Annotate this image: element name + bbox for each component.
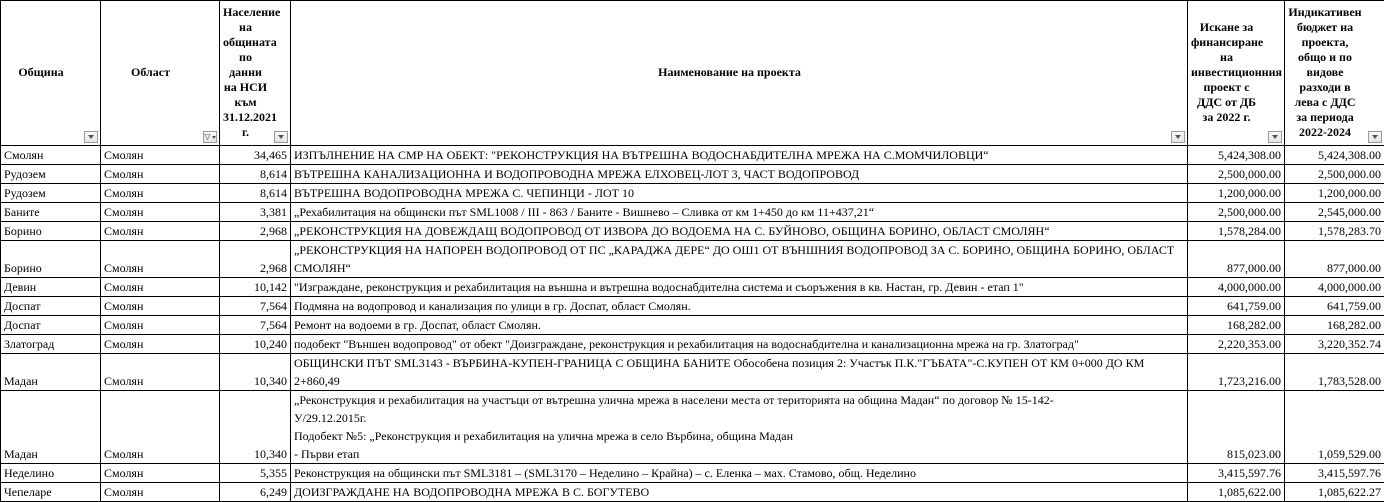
cell-project[interactable]: ИЗПЪЛНЕНИЕ НА СМР НА ОБЕКТ: "РЕКОНСТРУКЦИЯ НА ВЪТРЕШНА ВОДОСНАБДИТЕЛНА МРЕЖА НА С.МОМЧИЛОВЦИ“ — [291, 146, 1188, 165]
cell-population[interactable]: 10,142 — [220, 278, 291, 297]
cell-population[interactable]: 7,564 — [220, 297, 291, 316]
cell-municipality[interactable]: Смолян — [1, 146, 101, 165]
cell-request[interactable]: 4,000,000.00 — [1188, 278, 1285, 297]
table-row — [1, 184, 1384, 203]
cell-budget[interactable]: 1,085,622.27 — [1285, 483, 1384, 502]
project-line: У/29.12.2015г. — [294, 409, 1184, 427]
cell-region[interactable]: Смолян — [101, 278, 220, 297]
header-budget — [1285, 1, 1384, 146]
cell-municipality[interactable]: Мадан — [1, 391, 101, 464]
cell-region[interactable]: Смолян — [101, 483, 220, 502]
table-row — [1, 316, 1384, 335]
table-row — [1, 203, 1384, 222]
cell-region[interactable]: Смолян — [101, 165, 220, 184]
table-row — [1, 165, 1384, 184]
cell-region[interactable]: Смолян — [101, 203, 220, 222]
cell-region[interactable]: Смолян — [101, 241, 220, 278]
filter-active-icon[interactable]: ▽ — [203, 131, 217, 143]
cell-municipality[interactable]: Борино — [1, 222, 101, 241]
cell-budget[interactable]: 1,578,283.70 — [1285, 222, 1384, 241]
cell-request[interactable]: 815,023.00 — [1188, 391, 1285, 464]
cell-population[interactable]: 2,968 — [220, 241, 291, 278]
cell-request[interactable]: 168,282.00 — [1188, 316, 1285, 335]
cell-region[interactable]: Смолян — [101, 464, 220, 483]
cell-budget[interactable]: 5,424,308.00 — [1285, 146, 1384, 165]
header-population — [220, 1, 291, 146]
table-row — [1, 222, 1384, 241]
header-project — [291, 1, 1188, 146]
table-row — [1, 278, 1384, 297]
filter-dropdown-icon[interactable] — [274, 131, 288, 143]
header-request-label: Искане за финансиране на инвестиционния проект с ДДС от ДБ за 2022 г. — [1191, 20, 1282, 124]
cell-request[interactable]: 1,085,622.00 — [1188, 483, 1285, 502]
cell-project[interactable]: „РЕКОНСТРУКЦИЯ НА ДОВЕЖДАЩ ВОДОПРОВОД ОТ ИЗВОРА ДО ВОДОЕМА НА С. БУЙНОВО, ОБЩИНА БОРИНО, ОБЛАСТ СМОЛЯН“ — [291, 222, 1188, 241]
cell-municipality[interactable]: Златоград — [1, 335, 101, 354]
cell-region[interactable]: Смолян — [101, 316, 220, 335]
cell-budget[interactable]: 3,415,597.76 — [1285, 464, 1384, 483]
filter-dropdown-icon[interactable] — [1171, 131, 1185, 143]
cell-municipality[interactable]: Мадан — [1, 354, 101, 391]
cell-population[interactable]: 34,465 — [220, 146, 291, 165]
table-row — [1, 297, 1384, 316]
header-project-label: Наименование на проекта — [658, 65, 801, 79]
cell-population[interactable]: 2,968 — [220, 222, 291, 241]
cell-budget[interactable]: 1,783,528.00 — [1285, 354, 1384, 391]
cell-request[interactable]: 2,500,000.00 — [1188, 165, 1285, 184]
cell-request[interactable]: 1,723,216.00 — [1188, 354, 1285, 391]
cell-project[interactable]: "Изграждане, реконструкция и рехабилитация на външна и вътрешна водоснабдителна система и съоръжения в кв. Настан, гр. Девин - етап 1" — [291, 278, 1188, 297]
table-row — [1, 241, 1384, 278]
cell-municipality[interactable]: Борино — [1, 241, 101, 278]
project-line: Подобект №5: „Реконструкция и рехабилитация на улична мрежа в село Върбина, община Мадан — [294, 427, 1184, 445]
cell-project[interactable]: подобект "Външен водопровод" от обект "Доизграждане, реконструкция и рехабилитация на водоснабдителна и канализационна мрежа на гр. Златоград" — [291, 335, 1188, 354]
cell-region[interactable]: Смолян — [101, 146, 220, 165]
cell-region[interactable]: Смолян — [101, 184, 220, 203]
cell-request[interactable]: 3,415,597.76 — [1188, 464, 1285, 483]
filter-dropdown-icon[interactable] — [1268, 131, 1282, 143]
cell-municipality[interactable]: Чепеларе — [1, 483, 101, 502]
cell-region[interactable]: Смолян — [101, 354, 220, 391]
header-region — [101, 1, 220, 146]
cell-municipality[interactable]: Неделино — [1, 464, 101, 483]
cell-population[interactable]: 5,355 — [220, 464, 291, 483]
cell-request[interactable]: 877,000.00 — [1188, 241, 1285, 278]
cell-budget[interactable]: 4,000,000.00 — [1285, 278, 1384, 297]
cell-budget[interactable]: 168,282.00 — [1285, 316, 1384, 335]
cell-population[interactable]: 3,381 — [220, 203, 291, 222]
cell-budget[interactable]: 1,059,529.00 — [1285, 391, 1384, 464]
cell-request[interactable]: 1,578,284.00 — [1188, 222, 1285, 241]
table-row — [1, 464, 1384, 483]
cell-population[interactable]: 10,340 — [220, 354, 291, 391]
header-budget-label: Индикативен бюджет на проекта, общо и по видове разходи в лева с ДДС за периода 2022-2024 — [1288, 5, 1361, 139]
filter-dropdown-icon[interactable] — [84, 131, 98, 143]
cell-region[interactable]: Смолян — [101, 297, 220, 316]
cell-population[interactable]: 6,249 — [220, 483, 291, 502]
cell-request[interactable]: 1,200,000.00 — [1188, 184, 1285, 203]
header-region-label: Област — [131, 65, 170, 79]
cell-municipality[interactable]: Доспат — [1, 316, 101, 335]
table-row — [1, 483, 1384, 502]
project-line: - Първи етап — [294, 445, 1184, 463]
cell-request[interactable]: 2,500,000.00 — [1188, 203, 1285, 222]
header-municipality-label: Община — [18, 65, 63, 79]
cell-population[interactable]: 7,564 — [220, 316, 291, 335]
project-line: „Реконструкция и рехабилитация на участъци от вътрешна улична мрежа в населени места от територията на община Мадан“ по договор № 15-142- — [294, 391, 1184, 409]
cell-region[interactable]: Смолян — [101, 391, 220, 464]
cell-budget[interactable]: 1,200,000.00 — [1285, 184, 1384, 203]
cell-project[interactable]: „РЕКОНСТРУКЦИЯ НА НАПОРЕН ВОДОПРОВОД ОТ ПС „КАРАДЖА ДЕРЕ“ ДО ОШ1 ОТ ВЪНШНИЯ ВОДОПРОВОД ЗА С. БОРИНО, ОБЩИНА БОРИНО, ОБЛАСТ СМОЛЯН“ — [291, 241, 1188, 278]
cell-budget[interactable]: 2,545,000.00 — [1285, 203, 1384, 222]
cell-budget[interactable]: 877,000.00 — [1285, 241, 1384, 278]
table-row — [1, 335, 1384, 354]
cell-project[interactable]: Ремонт на водоеми в гр. Доспат, област Смолян. — [291, 316, 1188, 335]
cell-population[interactable]: 10,240 — [220, 335, 291, 354]
cell-municipality[interactable]: Девин — [1, 278, 101, 297]
cell-project[interactable]: „Рехабилитация на общински път SML1008 / III - 863 / Баните - Вишнево – Сливка от км 1+450 до км 11+437,21“ — [291, 203, 1188, 222]
cell-population[interactable]: 8,614 — [220, 184, 291, 203]
cell-project[interactable]: Реконструкция на общински път SML3181 – (SML3170 – Неделино – Крайна) – с. Еленка – мах. Стамово, общ. Неделино — [291, 464, 1188, 483]
cell-project[interactable]: ОБЩИНСКИ ПЪТ SML3143 - ВЪРБИНА-КУПЕН-ГРАНИЦА С ОБЩИНА БАНИТЕ Обособена позиция 2: Участък П.К."ГЪБАТА"-С.КУПЕН ОТ КМ 0+000 ДО КМ 2+860,49 — [291, 354, 1188, 391]
cell-budget[interactable]: 3,220,352.74 — [1285, 335, 1384, 354]
cell-budget[interactable]: 641,759.00 — [1285, 297, 1384, 316]
table-row — [1, 146, 1384, 165]
cell-request[interactable]: 5,424,308.00 — [1188, 146, 1285, 165]
cell-region[interactable]: Смолян — [101, 335, 220, 354]
header-population-label: Население на общината по данни на НСИ към 31.12.2021 г. — [223, 5, 280, 139]
cell-population[interactable]: 8,614 — [220, 165, 291, 184]
cell-region[interactable]: Смолян — [101, 222, 220, 241]
cell-municipality[interactable]: Доспат — [1, 297, 101, 316]
cell-project[interactable]: ВЪТРЕШНА КАНАЛИЗАЦИОННА И ВОДОПРОВОДНА МРЕЖА ЕЛХОВЕЦ-ЛОТ 3, ЧАСТ ВОДОПРОВОД — [291, 165, 1188, 184]
cell-project[interactable]: Подмяна на водопровод и канализация по улици в гр. Доспат, област Смолян. — [291, 297, 1188, 316]
cell-request[interactable]: 2,220,353.00 — [1188, 335, 1285, 354]
cell-request[interactable]: 641,759.00 — [1188, 297, 1285, 316]
table-row — [1, 354, 1384, 391]
table-row — [1, 391, 1384, 464]
cell-project[interactable]: ДОИЗГРАЖДАНЕ НА ВОДОПРОВОДНА МРЕЖА В С. БОГУТЕВО — [291, 483, 1188, 502]
cell-municipality[interactable]: Баните — [1, 203, 101, 222]
filter-dropdown-icon[interactable] — [1368, 131, 1382, 143]
cell-population[interactable]: 10,340 — [220, 391, 291, 464]
cell-municipality[interactable]: Рудозем — [1, 165, 101, 184]
cell-municipality[interactable]: Рудозем — [1, 184, 101, 203]
header-request — [1188, 1, 1285, 146]
cell-budget[interactable]: 2,500,000.00 — [1285, 165, 1384, 184]
header-municipality — [1, 1, 101, 146]
cell-project[interactable] — [291, 391, 1188, 464]
header-row — [1, 1, 1384, 146]
cell-project[interactable]: ВЪТРЕШНА ВОДОПРОВОДНА МРЕЖА С. ЧЕПИНЦИ - ЛОТ 10 — [291, 184, 1188, 203]
